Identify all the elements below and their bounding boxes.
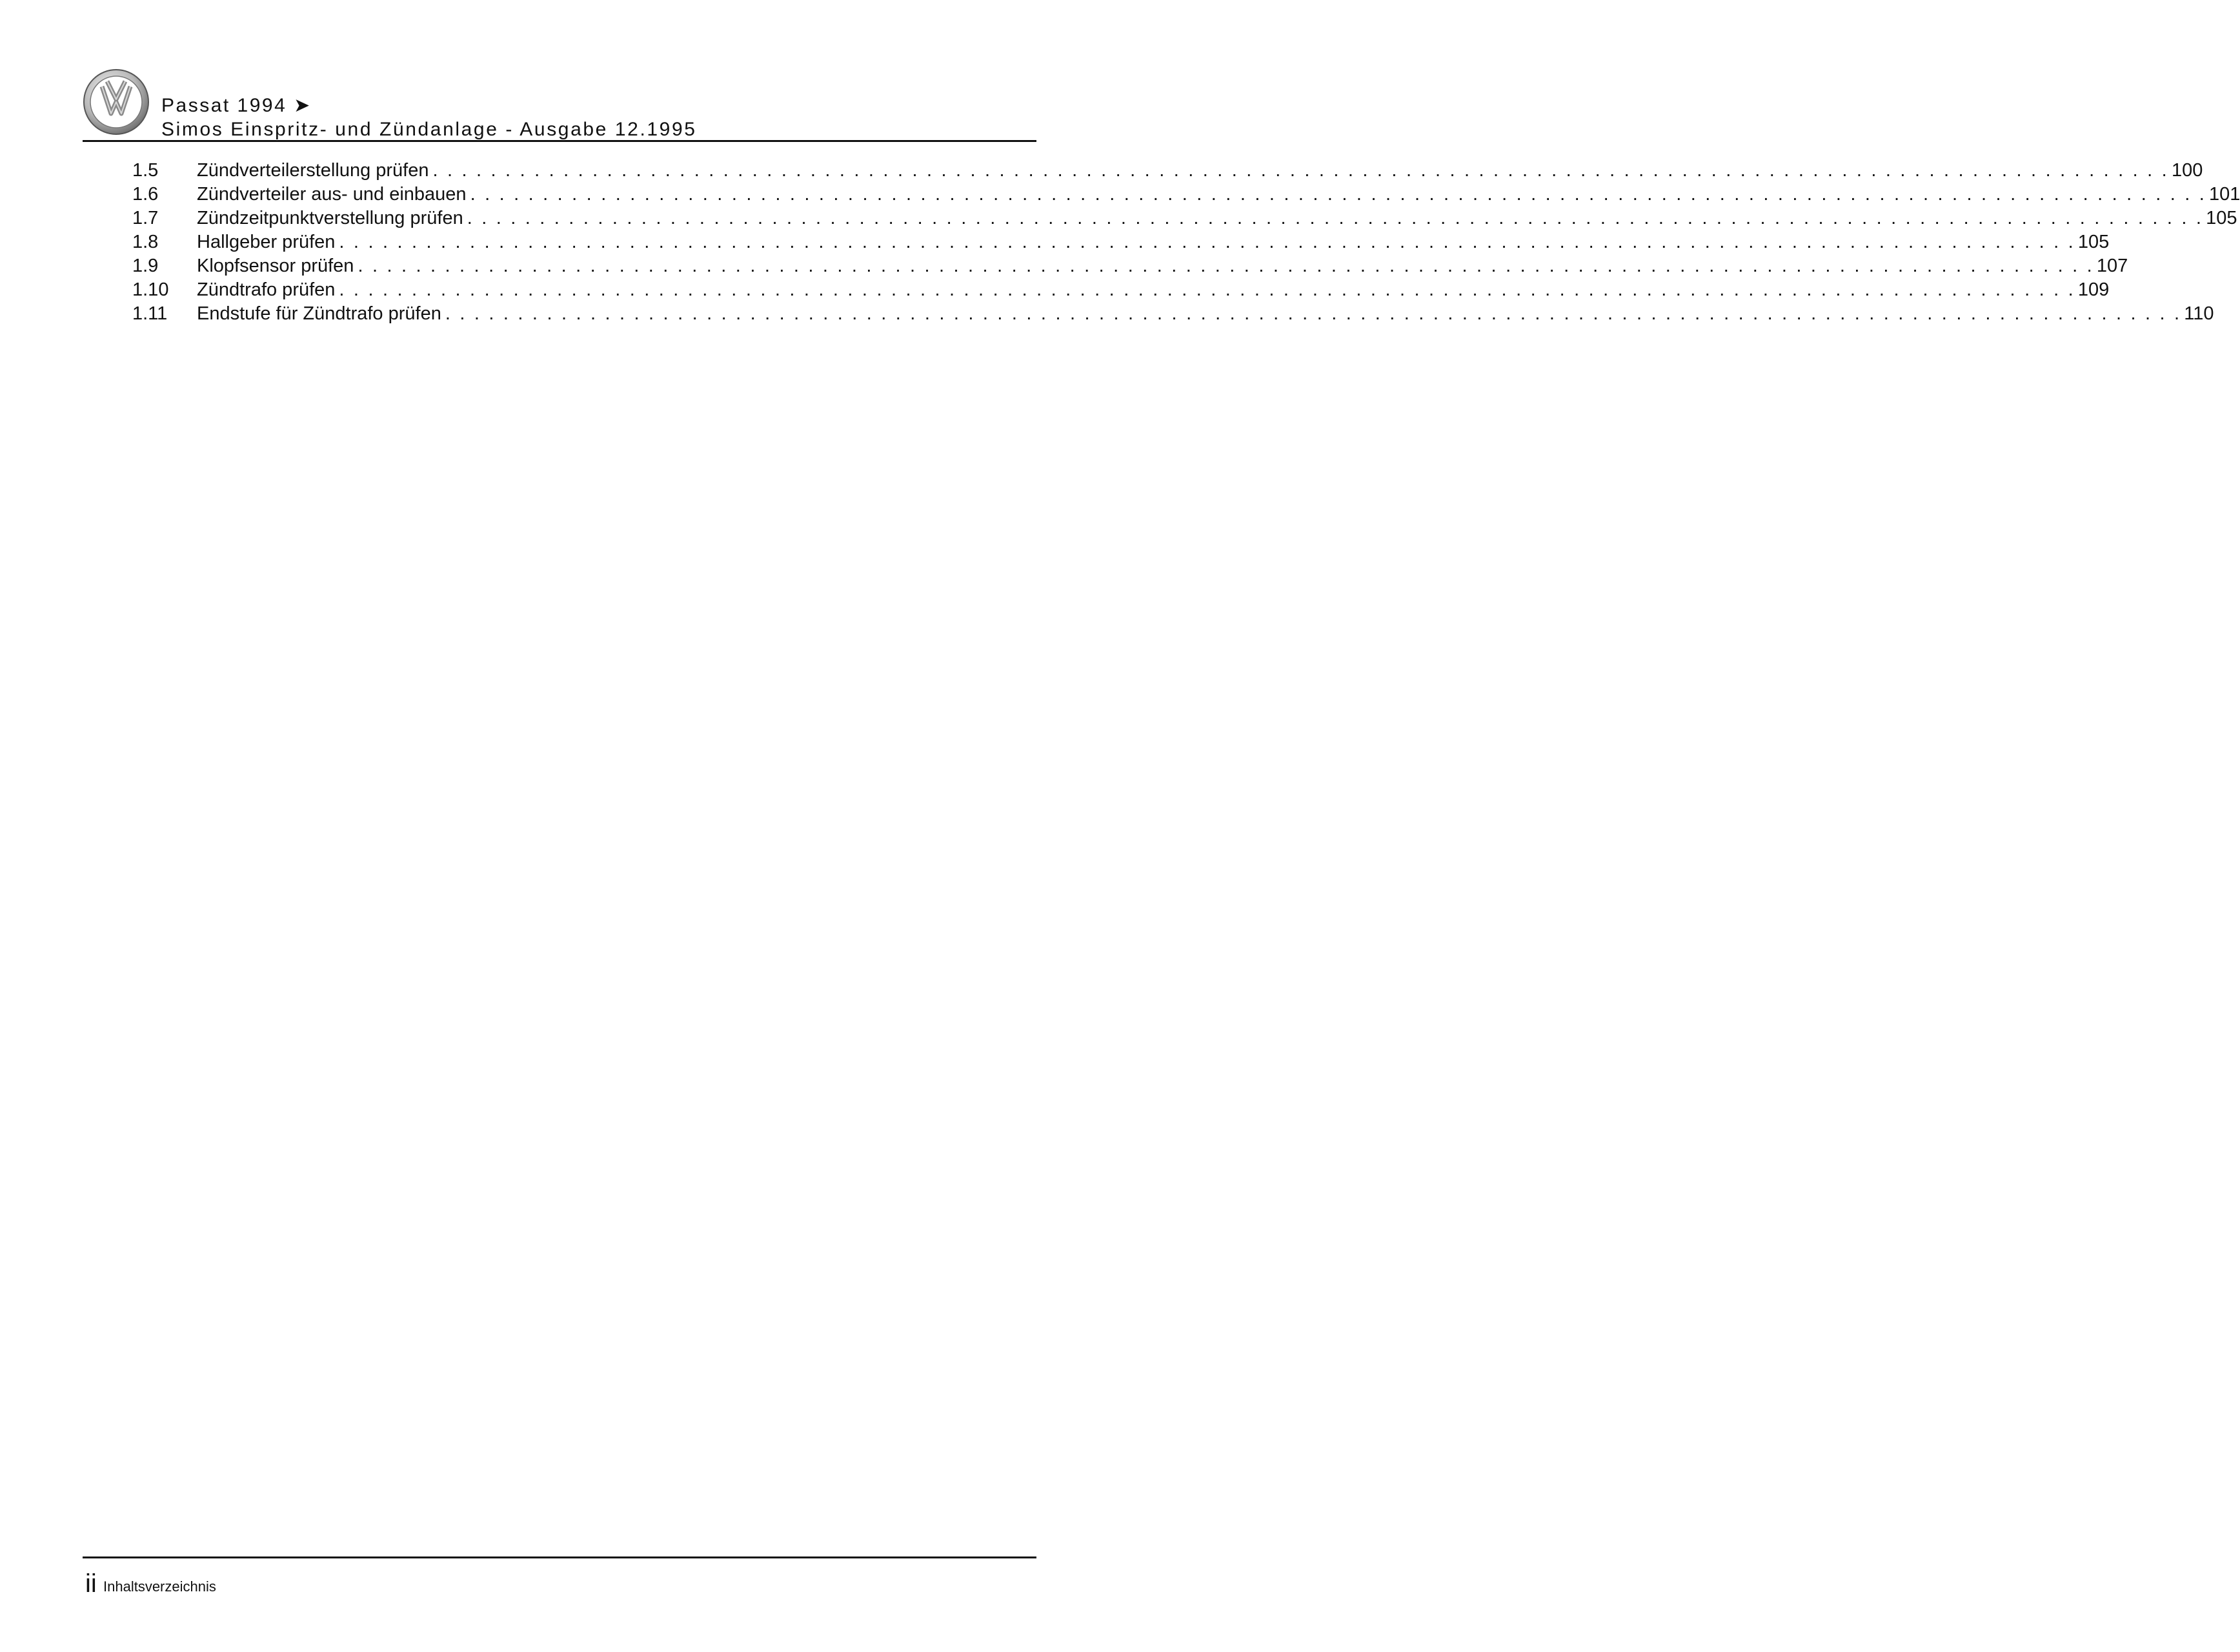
header-divider	[83, 140, 1036, 142]
toc-dot-leader: . . . . . . . . . . . . . . . . . . . . . . . . . . . . . . . . . . . . . . . . . . . . . . . . . . . . . . . . . . . . . . . . . . . . . . . . . . . . . . . . . . . . . . . . . . . . . . . . . . . . . . . . . . . . . . . . . . . . . . . .	[467, 208, 2204, 228]
toc-entry-page: 100	[2171, 160, 2203, 181]
toc-entry-number: 1.11	[132, 303, 168, 324]
toc-entry[interactable]	[132, 159, 2203, 183]
toc-entry-page: 105	[2206, 208, 2237, 228]
toc-entry-title: Zündzeitpunktverstellung prüfen	[197, 208, 463, 228]
toc-entry-number: 1.8	[132, 232, 159, 252]
footer-divider	[83, 1556, 1036, 1558]
toc-entry-number: 1.7	[132, 208, 159, 228]
toc-entry[interactable]	[132, 206, 2237, 230]
toc-dot-leader: . . . . . . . . . . . . . . . . . . . . . . . . . . . . . . . . . . . . . . . . . . . . . . . . . . . . . . . . . . . . . . . . . . . . . . . . . . . . . . . . . . . . . . . . . . . . . . . . . . . . . . . . . . . . . . . . . . . . . . . .	[432, 160, 2169, 181]
toc-entry-number: 1.10	[132, 279, 169, 300]
toc-entry-page: 107	[2096, 256, 2128, 276]
toc-entry-number: 1.5	[132, 160, 159, 181]
toc-entry-page: 105	[2077, 232, 2110, 252]
toc-entry-number: 1.9	[132, 256, 159, 276]
toc-dot-leader: . . . . . . . . . . . . . . . . . . . . . . . . . . . . . . . . . . . . . . . . . . . . . . . . . . . . . . . . . . . . . . . . . . . . . . . . . . . . . . . . . . . . . . . . . . . . . . . . . . . . . . . . . . . . . . . . . . . . . . . .	[339, 279, 2075, 300]
toc-entry-title: Zündverteiler aus- und einbauen	[197, 184, 467, 205]
toc-entry[interactable]	[132, 183, 2240, 206]
toc-entry-page: 110	[2184, 303, 2214, 324]
toc-entry-title: Hallgeber prüfen	[197, 232, 336, 252]
toc-entry-number: 1.6	[132, 184, 159, 205]
toc-dot-leader: . . . . . . . . . . . . . . . . . . . . . . . . . . . . . . . . . . . . . . . . . . . . . . . . . . . . . . . . . . . . . . . . . . . . . . . . . . . . . . . . . . . . . . . . . . . . . . . . . . . . . . . . . . . . . . . . . . . . . . . .	[470, 184, 2207, 205]
toc-entry-page: 109	[2077, 279, 2110, 300]
toc-entry-page: 101	[2209, 184, 2240, 205]
toc-entry[interactable]	[132, 230, 2110, 254]
footer-page-number: ii	[85, 1569, 97, 1598]
vw-logo-icon	[83, 68, 150, 136]
document-title: Passat 1994 ➤	[161, 95, 312, 116]
toc-entry[interactable]	[132, 254, 2128, 278]
toc-entry-title: Klopfsensor prüfen	[197, 256, 354, 276]
toc-dot-leader: . . . . . . . . . . . . . . . . . . . . . . . . . . . . . . . . . . . . . . . . . . . . . . . . . . . . . . . . . . . . . . . . . . . . . . . . . . . . . . . . . . . . . . . . . . . . . . . . . . . . . . . . . . . . . . . . . . . . . . . .	[445, 303, 2182, 324]
toc-entry-title: Endstufe für Zündtrafo prüfen	[197, 303, 441, 324]
footer-section-name: Inhaltsverzeichnis	[103, 1578, 216, 1595]
toc-dot-leader: . . . . . . . . . . . . . . . . . . . . . . . . . . . . . . . . . . . . . . . . . . . . . . . . . . . . . . . . . . . . . . . . . . . . . . . . . . . . . . . . . . . . . . . . . . . . . . . . . . . . . . . . . . . . . . . . . . . . . . . .	[339, 232, 2075, 252]
toc-entry-title: Zündtrafo prüfen	[197, 279, 336, 300]
toc-dot-leader: . . . . . . . . . . . . . . . . . . . . . . . . . . . . . . . . . . . . . . . . . . . . . . . . . . . . . . . . . . . . . . . . . . . . . . . . . . . . . . . . . . . . . . . . . . . . . . . . . . . . . . . . . . . . . . . . . . . . . . . .	[358, 256, 2094, 276]
toc-entry[interactable]	[132, 278, 2110, 302]
table-of-contents	[132, 159, 2240, 326]
document-subtitle: Simos Einspritz- und Zündanlage - Ausgabe 12.1995	[161, 119, 697, 140]
toc-entry-title: Zündverteilerstellung prüfen	[197, 160, 429, 181]
toc-entry[interactable]	[132, 302, 2214, 326]
